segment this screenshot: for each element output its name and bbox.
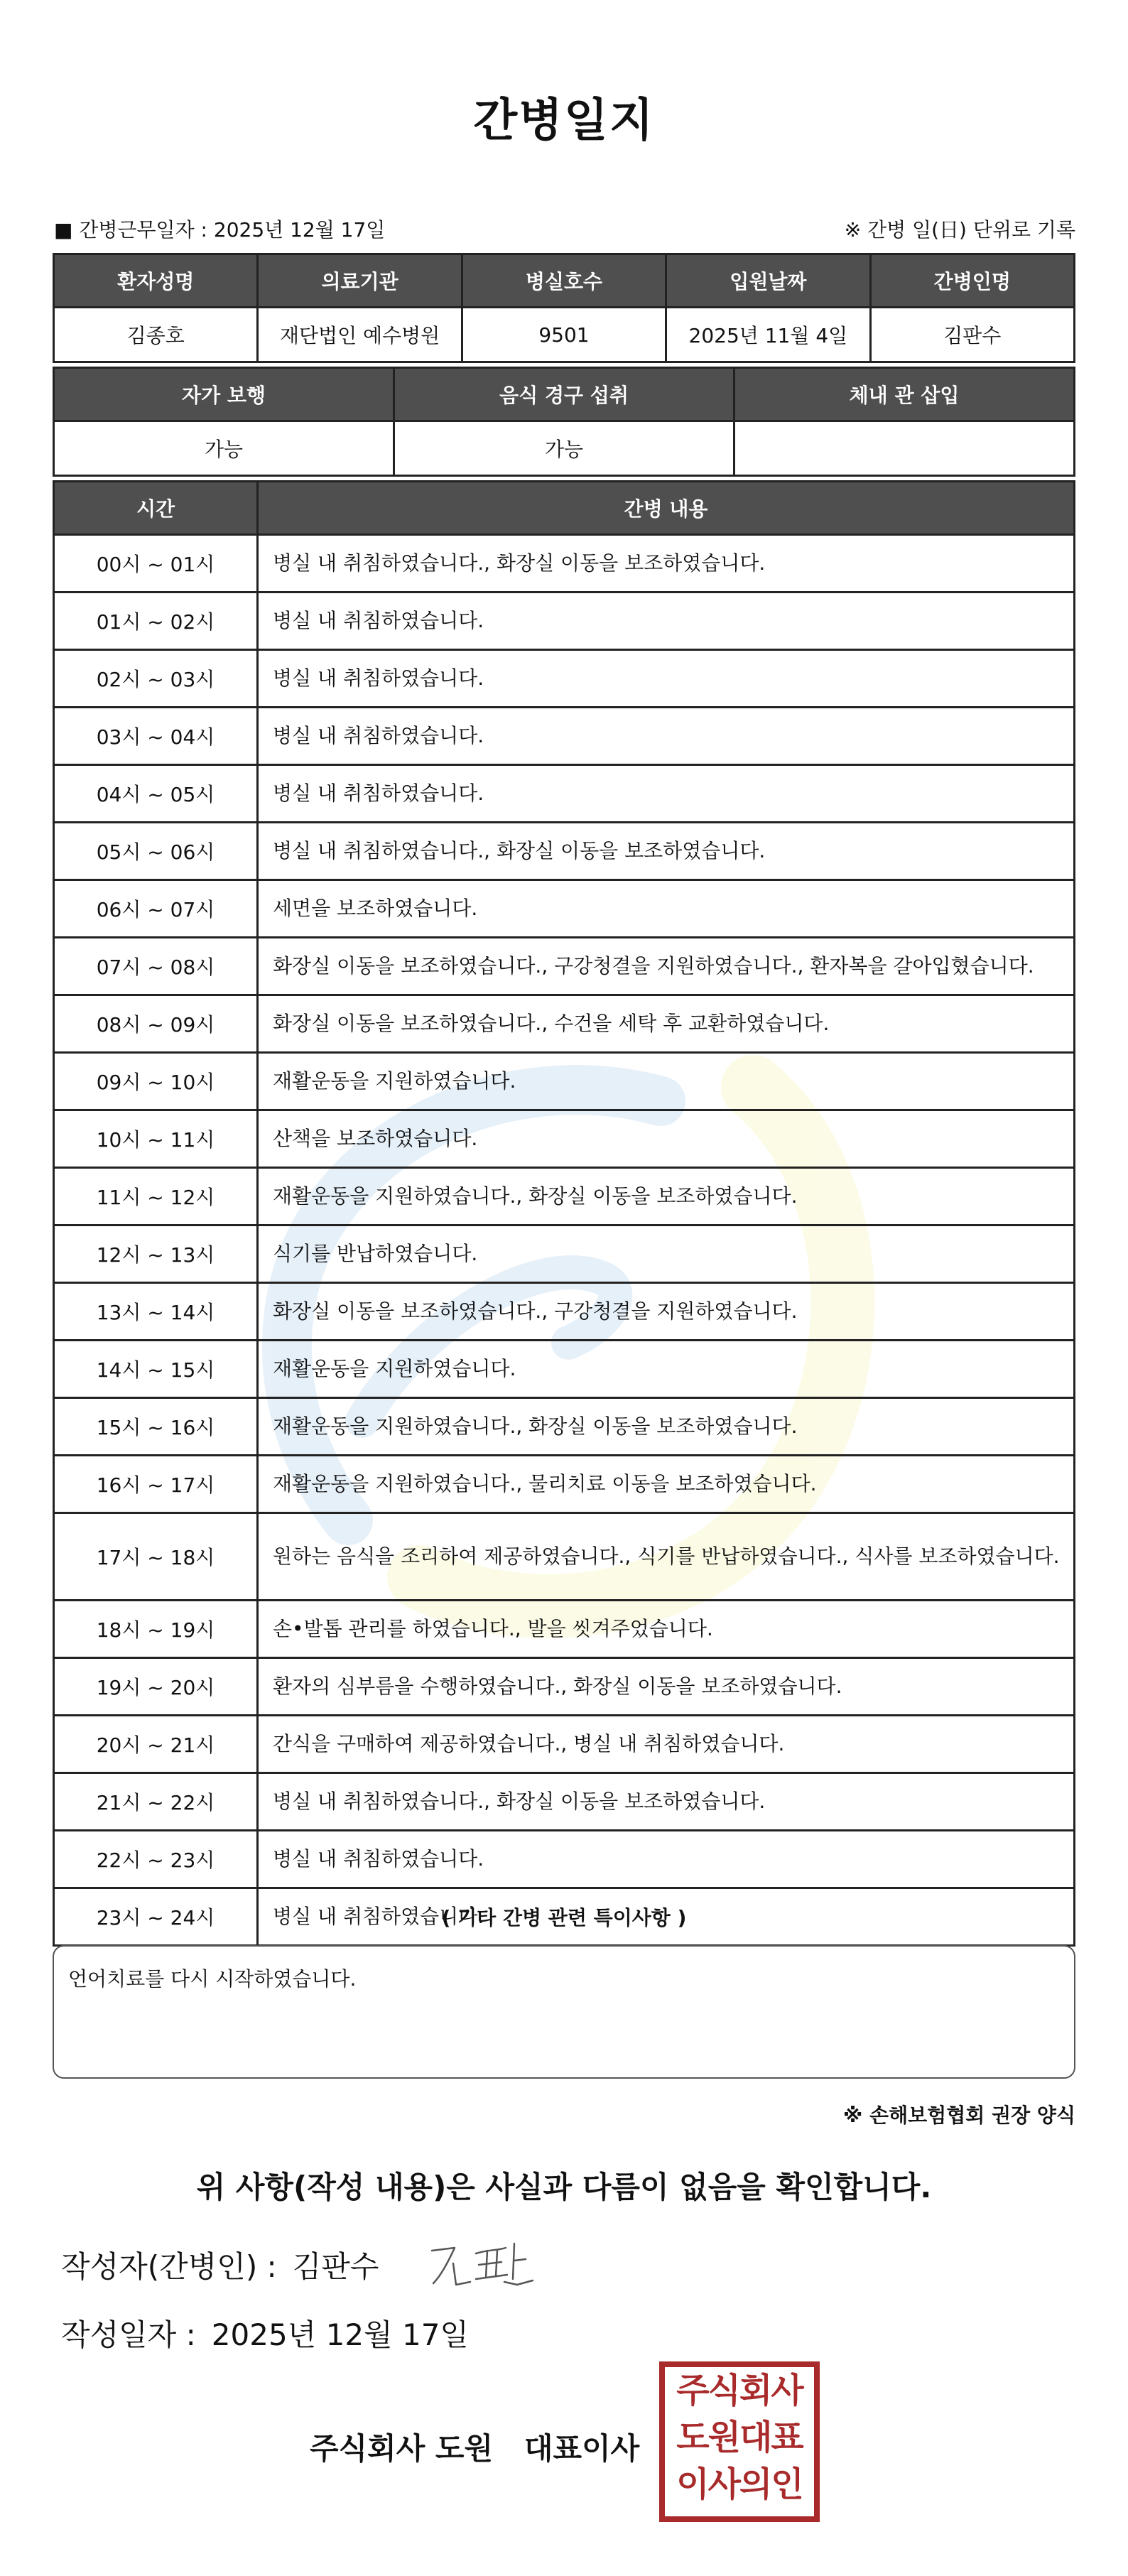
written-date-value: 2025년 12월 17일 [211,2317,469,2352]
care-content: 원하는 음식을 조리하여 제공하였습니다., 식기를 반납하였습니다., 식사를 보조하였습니다. [258,1513,1075,1601]
table-row [54,1398,1075,1456]
table-row [54,708,1075,765]
table-row [54,938,1075,995]
table-row [54,880,1075,938]
time-slot: 10시 ~ 11시 [54,1110,258,1168]
time-slot: 23시 ~ 24시 [54,1888,258,1946]
care-content: 재활운동을 지원하였습니다., 화장실 이동을 보조하였습니다. [258,1168,1075,1225]
table-row [54,1456,1075,1513]
care-content: 재활운동을 지원하였습니다., 물리치료 이동을 보조하였습니다. [258,1456,1075,1513]
table-row [54,1658,1075,1716]
time-slot: 21시 ~ 22시 [54,1773,258,1831]
time-slot: 19시 ~ 20시 [54,1658,258,1716]
table-row [54,592,1075,650]
time-slot: 13시 ~ 14시 [54,1283,258,1341]
patient-status-table [53,367,1075,477]
header-patient-name: 환자성명 [54,254,258,308]
care-content: 재활운동을 지원하였습니다. [258,1053,1075,1110]
care-content: 병실 내 취침하였습니다. [258,1888,1075,1946]
time-slot: 02시 ~ 03시 [54,650,258,708]
care-log-table [53,480,1075,1947]
document-title: 간병일지 [473,94,655,147]
care-content: 세면을 보조하였습니다. [258,880,1075,938]
seal-line-3: 이사의인 [676,2464,803,2504]
time-slot: 00시 ~ 01시 [54,535,258,592]
hospital-name: 재단법인 예수병원 [258,308,462,362]
care-content: 산책을 보조하였습니다. [258,1110,1075,1168]
table-row [54,765,1075,823]
care-content: 병실 내 취침하였습니다. [258,765,1075,823]
company-name: 주식회사 도원 대표이사 [310,2431,640,2466]
care-content: 병실 내 취침하였습니다. [258,650,1075,708]
care-content: 재활운동을 지원하였습니다., 화장실 이동을 보조하였습니다. [258,1398,1075,1456]
table-row [54,1601,1075,1658]
special-notes-label: ( 기타 간병 관련 특이사항 ) [441,1906,687,1930]
seal-line-1: 주식회사 [676,2371,803,2410]
table-row [54,1283,1075,1341]
care-content: 간식을 구매하여 제공하였습니다., 병실 내 취침하였습니다. [258,1716,1075,1773]
patient-info-table [53,253,1075,363]
header-oral-intake: 음식 경구 섭취 [394,368,734,421]
time-slot: 22시 ~ 23시 [54,1831,258,1888]
caregiver-name: 김판수 [870,308,1074,362]
patient-name: 김종호 [54,308,258,362]
table-row [54,995,1075,1053]
table-row [54,1831,1075,1888]
time-slot: 08시 ~ 09시 [54,995,258,1053]
table-row [54,1341,1075,1398]
table-row [54,1513,1075,1601]
room-number: 9501 [462,308,666,362]
care-content: 병실 내 취침하였습니다., 화장실 이동을 보조하였습니다. [258,1773,1075,1831]
header-room-number: 병실호수 [462,254,666,308]
time-slot: 04시 ~ 05시 [54,765,258,823]
time-slot: 20시 ~ 21시 [54,1716,258,1773]
care-content: 병실 내 취침하였습니다. [258,592,1075,650]
time-slot: 01시 ~ 02시 [54,592,258,650]
author-line [61,2244,379,2286]
time-slot: 14시 ~ 15시 [54,1341,258,1398]
table-row [54,535,1075,592]
care-work-date: ■ 간병근무일자 : 2025년 12월 17일 [54,218,386,242]
self-walking-value: 가능 [54,421,394,476]
care-content: 화장실 이동을 보조하였습니다., 구강청결을 지원하였습니다., 환자복을 갈아입혔습니다. [258,938,1075,995]
tube-insertion-value [734,421,1075,476]
header-hospital: 의료기관 [258,254,462,308]
author-name: 김판수 [292,2249,379,2284]
table-row [54,823,1075,880]
time-slot: 15시 ~ 16시 [54,1398,258,1456]
care-content: 병실 내 취침하였습니다., 화장실 이동을 보조하였습니다. [258,823,1075,880]
table-row [54,1110,1075,1168]
written-date-label: 작성일자 : [61,2317,196,2352]
author-label: 작성자(간병인) : [61,2249,277,2284]
admission-date: 2025년 11월 4일 [666,308,870,362]
time-slot: 17시 ~ 18시 [54,1513,258,1601]
record-unit-note: ※ 간병 일(日) 단위로 기록 [844,218,1075,242]
time-slot: 11시 ~ 12시 [54,1168,258,1225]
seal-line-2: 도원대표 [676,2418,803,2457]
recommended-form-note: ※ 손해보험협회 권장 양식 [843,2104,1075,2127]
care-content: 식기를 반납하였습니다. [258,1225,1075,1283]
special-notes-box [53,1945,1075,2079]
header-tube-insertion: 체내 관 삽입 [734,368,1075,421]
care-content: 화장실 이동을 보조하였습니다., 구강청결을 지원하였습니다. [258,1283,1075,1341]
care-content: 병실 내 취침하였습니다. [258,708,1075,765]
care-content: 병실 내 취침하였습니다. [258,1831,1075,1888]
time-slot: 18시 ~ 19시 [54,1601,258,1658]
header-self-walking: 자가 보행 [54,368,394,421]
care-log-rows [54,535,1075,1946]
care-content: 환자의 심부름을 수행하였습니다., 화장실 이동을 보조하였습니다. [258,1658,1075,1716]
handwritten-signature [426,2235,547,2292]
company-seal [659,2361,820,2522]
time-slot: 06시 ~ 07시 [54,880,258,938]
time-slot: 16시 ~ 17시 [54,1456,258,1513]
header-time: 시간 [54,482,258,535]
care-content: 병실 내 취침하였습니다., 화장실 이동을 보조하였습니다. [258,535,1075,592]
header-caregiver-name: 간병인명 [870,254,1074,308]
time-slot: 07시 ~ 08시 [54,938,258,995]
time-slot: 09시 ~ 10시 [54,1053,258,1110]
care-content: 재활운동을 지원하였습니다. [258,1341,1075,1398]
oral-intake-value: 가능 [394,421,734,476]
special-notes-text: 언어치료를 다시 시작하였습니다. [68,1967,357,1991]
table-row [54,1716,1075,1773]
time-slot: 12시 ~ 13시 [54,1225,258,1283]
care-content: 화장실 이동을 보조하였습니다., 수건을 세탁 후 교환하였습니다. [258,995,1075,1053]
table-row [54,1168,1075,1225]
table-row [54,1053,1075,1110]
header-care-content: 간병 내용 [258,482,1075,535]
written-date-line [61,2312,469,2354]
table-row [54,650,1075,708]
table-row [54,1225,1075,1283]
time-slot: 03시 ~ 04시 [54,708,258,765]
header-admission-date: 입원날짜 [666,254,870,308]
confirmation-statement: 위 사항(작성 내용)은 사실과 다름이 없음을 확인합니다. [196,2170,932,2204]
table-row [54,1773,1075,1831]
care-content: 손•발톱 관리를 하였습니다., 발을 씻겨주었습니다. [258,1601,1075,1658]
time-slot: 05시 ~ 06시 [54,823,258,880]
